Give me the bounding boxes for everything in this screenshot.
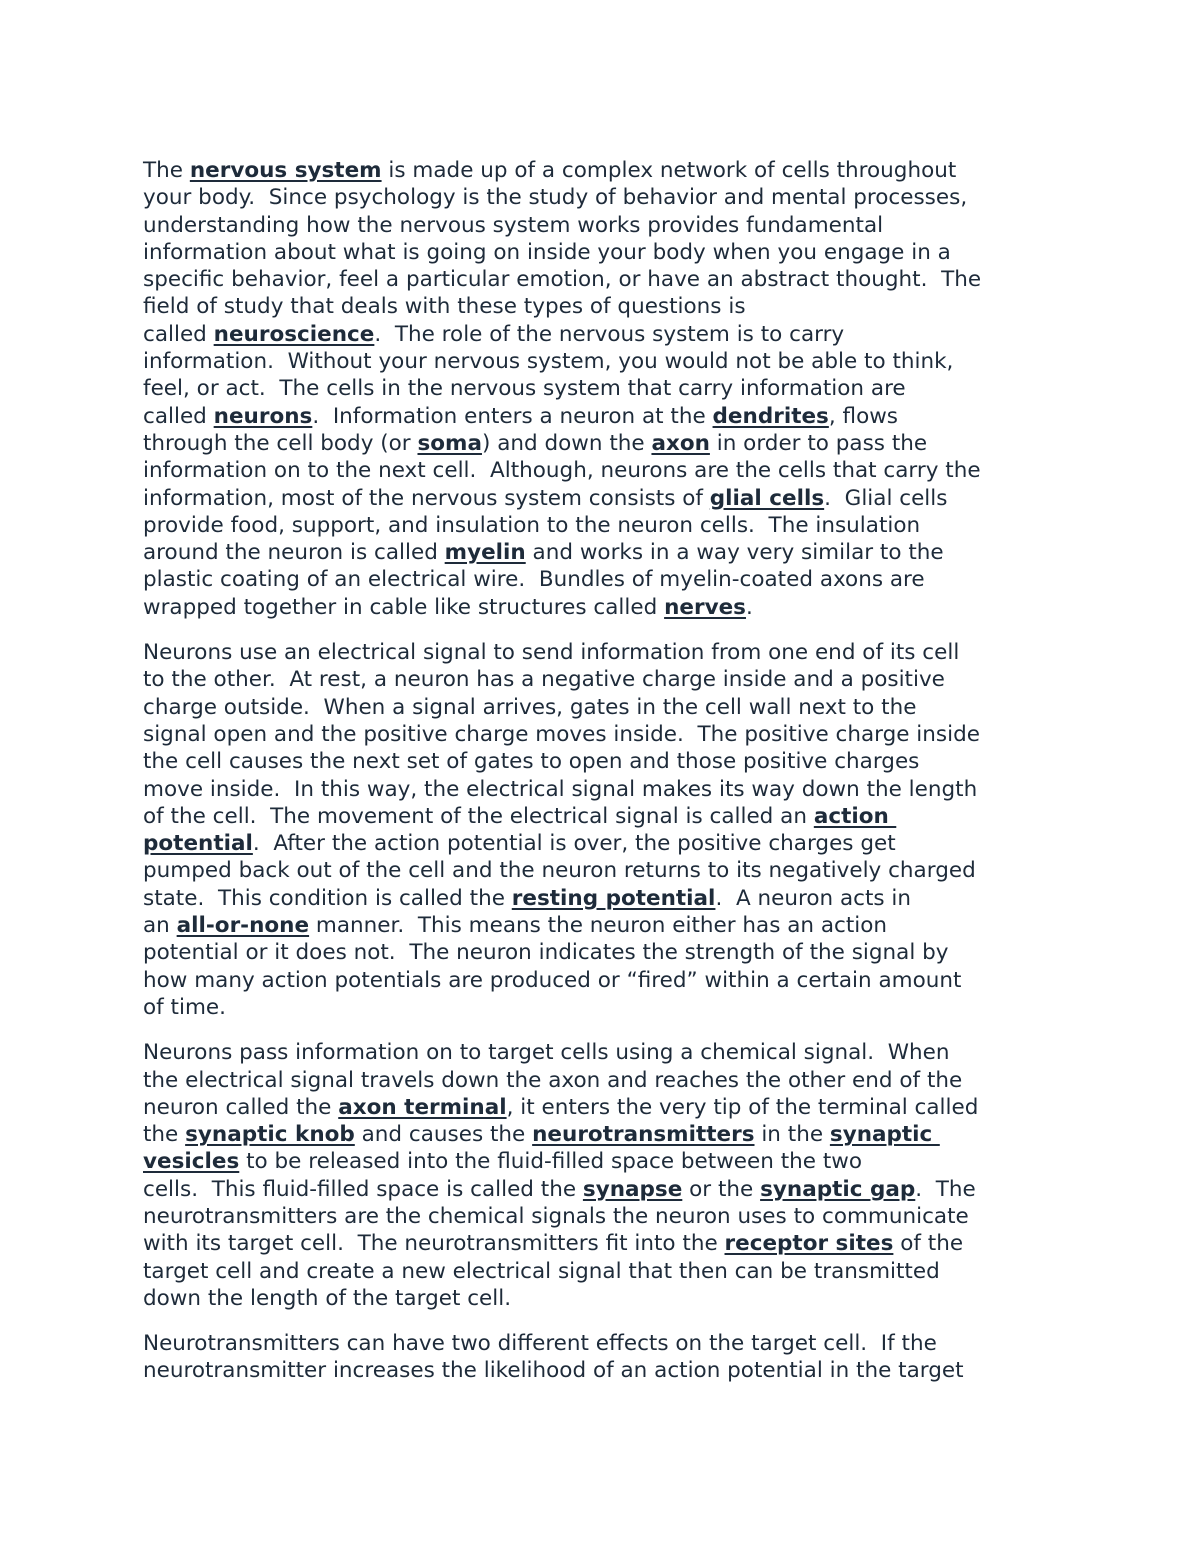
key-term: nerves bbox=[664, 594, 746, 620]
text-segment: and causes the bbox=[354, 1122, 533, 1148]
text-segment: understanding how the nervous system works provides fundamental bbox=[143, 212, 884, 238]
text-segment: called bbox=[143, 403, 214, 429]
text-line bbox=[143, 321, 1073, 348]
key-term: all-or-none bbox=[176, 913, 310, 939]
text-segment: of the cell. The movement of the electrical signal is called an bbox=[143, 803, 814, 829]
text-line bbox=[143, 212, 1073, 239]
paragraph bbox=[143, 1039, 1073, 1312]
text-line bbox=[143, 803, 1073, 830]
text-segment: move inside. In this way, the electrical signal makes its way down the length bbox=[143, 776, 978, 802]
text-segment: called bbox=[143, 321, 214, 347]
text-line bbox=[143, 157, 1073, 184]
text-line bbox=[143, 594, 1073, 621]
text-segment: the electrical signal travels down the axon and reaches the other end of the bbox=[143, 1067, 963, 1093]
text-line bbox=[143, 666, 1073, 693]
text-segment: an bbox=[143, 913, 177, 939]
text-segment: your body. Since psychology is the study of behavior and mental processes, bbox=[143, 185, 968, 211]
paragraph bbox=[143, 639, 1073, 1021]
text-line bbox=[143, 939, 1073, 966]
text-line bbox=[143, 721, 1073, 748]
text-segment: the cell causes the next set of gates to open and those positive charges bbox=[143, 749, 920, 775]
key-term: potential bbox=[143, 831, 253, 857]
text-line bbox=[143, 1121, 1073, 1148]
text-segment: , flows bbox=[828, 403, 899, 429]
paragraph bbox=[143, 157, 1073, 621]
key-term: action bbox=[813, 803, 897, 829]
text-segment: charge outside. When a signal arrives, gates in the cell wall next to the bbox=[143, 694, 917, 720]
text-segment: plastic coating of an electrical wire. Bundles of myelin-coated axons are bbox=[143, 567, 925, 593]
text-line bbox=[143, 857, 1073, 884]
text-segment: or the bbox=[682, 1176, 761, 1202]
paragraph-spacing bbox=[143, 1021, 1073, 1039]
text-segment: down the length of the target cell. bbox=[143, 1285, 512, 1311]
text-line bbox=[143, 912, 1073, 939]
text-segment: . After the action potential is over, the positive charges get bbox=[252, 831, 896, 857]
key-term: dendrites bbox=[712, 403, 829, 429]
text-segment: how many action potentials are produced or “fired” within a certain amount bbox=[143, 967, 962, 993]
text-segment: is made up of a complex network of cells throughout bbox=[381, 158, 957, 183]
text-line bbox=[143, 485, 1073, 512]
document-body bbox=[143, 157, 1073, 1385]
text-line bbox=[143, 512, 1073, 539]
text-line bbox=[143, 184, 1073, 211]
text-line bbox=[143, 1176, 1073, 1203]
text-segment: manner. This means the neuron either has an action bbox=[309, 913, 888, 939]
text-line bbox=[143, 694, 1073, 721]
text-segment: . A neuron acts in bbox=[715, 885, 912, 911]
text-segment: . Glial cells bbox=[824, 485, 948, 511]
text-segment: the bbox=[143, 1122, 186, 1148]
text-segment: information on to the next cell. Although, neurons are the cells that carry the bbox=[143, 458, 981, 484]
text-segment: to the other. At rest, a neuron has a negative charge inside and a positive bbox=[143, 667, 945, 693]
text-line bbox=[143, 885, 1073, 912]
text-line bbox=[143, 830, 1073, 857]
key-term: synapse bbox=[582, 1176, 683, 1202]
text-segment: neuron called the bbox=[143, 1094, 339, 1120]
text-segment: through the cell body (or bbox=[143, 430, 418, 456]
text-segment: in the bbox=[754, 1122, 830, 1148]
text-segment: cells. This fluid-filled space is called the bbox=[143, 1176, 583, 1202]
text-segment: to be released into the fluid-filled space between the two bbox=[239, 1149, 862, 1175]
text-line bbox=[143, 1067, 1073, 1094]
key-term: neuroscience bbox=[213, 321, 375, 347]
text-line bbox=[143, 1039, 1073, 1066]
text-line bbox=[143, 1357, 1073, 1384]
text-segment: information. Without your nervous system, you would not be able to think, bbox=[143, 349, 954, 375]
text-segment: around the neuron is called bbox=[143, 540, 445, 566]
paragraph-spacing bbox=[143, 621, 1073, 639]
key-term: nervous system bbox=[189, 158, 382, 183]
text-segment: state. This condition is called the bbox=[143, 885, 512, 911]
key-term: synaptic gap bbox=[760, 1176, 916, 1202]
text-segment: Neurons pass information on to target cells using a chemical signal. When bbox=[143, 1040, 950, 1066]
text-segment: neurotransmitter increases the likelihood of an action potential in the target bbox=[143, 1358, 964, 1384]
text-segment: of time. bbox=[143, 994, 226, 1020]
text-line bbox=[143, 293, 1073, 320]
paragraph bbox=[143, 1330, 1073, 1385]
text-line bbox=[143, 967, 1073, 994]
text-line bbox=[143, 748, 1073, 775]
key-term: axon bbox=[651, 430, 710, 456]
key-term: synaptic knob bbox=[185, 1122, 355, 1148]
text-line bbox=[143, 1203, 1073, 1230]
text-segment: . The role of the nervous system is to carry bbox=[374, 321, 845, 347]
text-line bbox=[143, 1094, 1073, 1121]
text-segment: feel, or act. The cells in the nervous system that carry information are bbox=[143, 376, 906, 402]
key-term: vesicles bbox=[143, 1149, 240, 1175]
key-term: synaptic bbox=[829, 1122, 940, 1148]
text-line bbox=[143, 375, 1073, 402]
text-line bbox=[143, 348, 1073, 375]
text-segment: field of study that deals with these types of questions is bbox=[143, 294, 746, 320]
text-line bbox=[143, 1148, 1073, 1175]
text-line bbox=[143, 1285, 1073, 1312]
text-segment: wrapped together in cable like structures called bbox=[143, 594, 665, 620]
text-segment: . bbox=[745, 594, 753, 620]
text-segment: target cell and create a new electrical signal that then can be transmitted bbox=[143, 1258, 940, 1284]
text-line bbox=[143, 994, 1073, 1021]
text-segment: Neurons use an electrical signal to send information from one end of its cell bbox=[143, 640, 960, 666]
key-term: receptor sites bbox=[724, 1231, 894, 1257]
key-term: neurotransmitters bbox=[532, 1122, 755, 1148]
text-segment: signal open and the positive charge moves inside. The positive charge inside bbox=[143, 721, 980, 747]
text-segment: and works in a way very similar to the bbox=[525, 540, 944, 566]
text-line bbox=[143, 403, 1073, 430]
text-segment: provide food, support, and insulation to the neuron cells. The insulation bbox=[143, 512, 921, 538]
text-line bbox=[143, 539, 1073, 566]
text-line bbox=[143, 430, 1073, 457]
text-line bbox=[143, 1258, 1073, 1285]
key-term: soma bbox=[417, 430, 482, 456]
text-segment: . The bbox=[915, 1176, 976, 1202]
text-line bbox=[143, 1230, 1073, 1257]
text-segment: , it enters the very tip of the terminal called bbox=[506, 1094, 979, 1120]
text-line bbox=[143, 266, 1073, 293]
text-segment: information, most of the nervous system consists of bbox=[143, 485, 710, 511]
text-segment: potential or it does not. The neuron indicates the strength of the signal by bbox=[143, 940, 949, 966]
text-segment: specific behavior, feel a particular emotion, or have an abstract thought. The bbox=[143, 267, 982, 293]
key-term: axon terminal bbox=[338, 1094, 507, 1120]
text-segment: information about what is going on inside your body when you engage in a bbox=[143, 239, 951, 265]
text-line bbox=[143, 776, 1073, 803]
text-line bbox=[143, 457, 1073, 484]
key-term: glial cells bbox=[709, 485, 825, 511]
key-term: resting potential bbox=[511, 885, 716, 911]
text-segment: with its target cell. The neurotransmitters fit into the bbox=[143, 1231, 725, 1257]
text-line bbox=[143, 1330, 1073, 1357]
text-line bbox=[143, 239, 1073, 266]
text-segment: of the bbox=[893, 1231, 964, 1257]
paragraph-spacing bbox=[143, 1312, 1073, 1330]
text-segment: ) and down the bbox=[481, 430, 652, 456]
text-line bbox=[143, 566, 1073, 593]
text-segment: The bbox=[143, 158, 190, 183]
text-segment: in order to pass the bbox=[709, 430, 928, 456]
text-line bbox=[143, 639, 1073, 666]
text-segment: Neurotransmitters can have two different effects on the target cell. If the bbox=[143, 1331, 937, 1357]
text-segment: neurotransmitters are the chemical signals the neuron uses to communicate bbox=[143, 1203, 969, 1229]
text-segment: . Information enters a neuron at the bbox=[312, 403, 713, 429]
text-segment: pumped back out of the cell and the neuron returns to its negatively charged bbox=[143, 858, 976, 884]
key-term: neurons bbox=[213, 403, 313, 429]
key-term: myelin bbox=[444, 540, 526, 566]
